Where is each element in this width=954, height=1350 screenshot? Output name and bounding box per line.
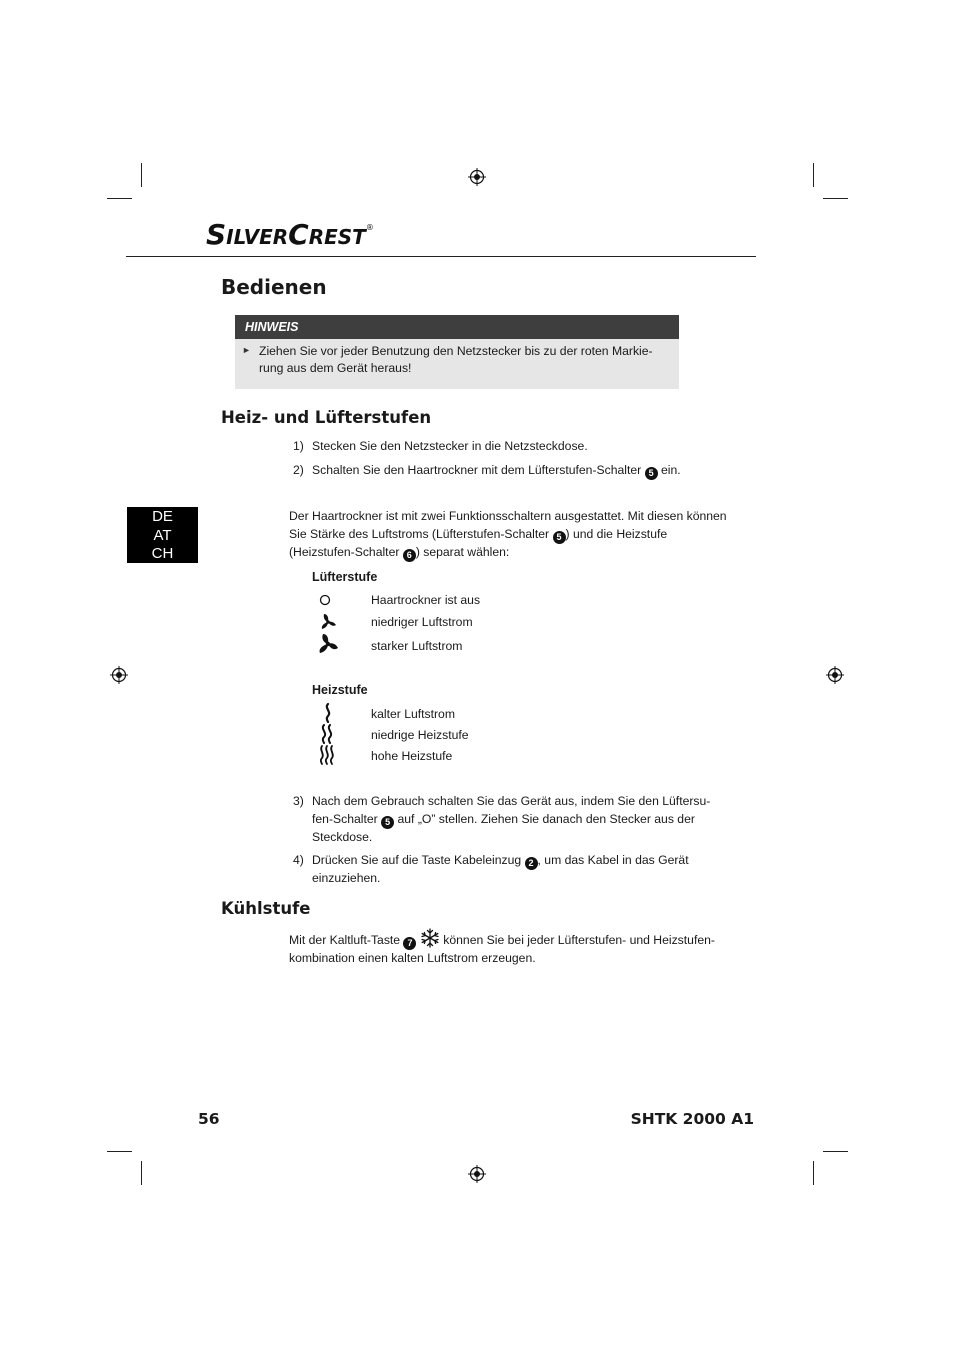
heat-level-label: Heizstufe: [312, 683, 368, 697]
reference-number-badge: 5: [381, 816, 394, 829]
step-number: 4): [293, 853, 304, 867]
crop-mark: [823, 198, 848, 199]
header-rule: [126, 256, 756, 257]
heat-level-text: niedrige Heizstufe: [371, 728, 469, 742]
heat-wave-1-icon: [321, 703, 335, 723]
fan-level-text: niedriger Luftstrom: [371, 615, 473, 629]
step-number: 1): [293, 439, 304, 453]
reference-number-badge: 5: [553, 531, 566, 544]
reference-number-badge: 7: [403, 937, 416, 950]
crop-mark: [141, 1161, 142, 1185]
brand-logo: SILVERCREST®: [206, 218, 374, 251]
heat-level-text: hohe Heizstufe: [371, 749, 453, 763]
fan-level-label: Lüfterstufe: [312, 570, 378, 584]
reference-number-badge: 6: [403, 549, 416, 562]
step-text: Drücken Sie auf die Taste Kabeleinzug 2 , um das Kabel in das Gerät einzuziehen.: [312, 853, 689, 885]
off-circle-icon: [319, 594, 331, 606]
reference-number-badge: 5: [645, 467, 658, 480]
cool-paragraph: Mit der Kaltluft-Taste 7 können Sie bei jeder Lüfterstufen- und Heizstufen-kombination einen kalten Luftstrom erzeugen.: [289, 928, 735, 968]
crop-mark: [107, 1151, 132, 1152]
page-title: Bedienen: [221, 275, 327, 299]
arrow-bullet-icon: ►: [242, 345, 251, 355]
section-title: Heiz- und Lüfterstufen: [221, 408, 432, 427]
step-text: Nach dem Gebrauch schalten Sie das Gerät aus, indem Sie den Lüftersu-fen-Schalter 5 auf „O” stellen. Ziehen Sie danach den Stecker aus der Steckdose.: [312, 794, 711, 844]
reference-number-badge: 2: [525, 857, 538, 870]
crop-mark: [813, 163, 814, 187]
fan-large-icon: [316, 632, 340, 656]
crop-mark: [141, 163, 142, 187]
heat-wave-3-icon: [318, 745, 336, 765]
registration-mark-icon: [826, 666, 844, 684]
step-text: Stecken Sie den Netzstecker in die Netzsteckdose.: [312, 439, 588, 453]
fan-level-text: Haartrockner ist aus: [371, 593, 481, 607]
fan-small-icon: [318, 612, 338, 632]
note-header: [235, 315, 679, 339]
snowflake-icon: [420, 928, 440, 948]
note-text: Ziehen Sie vor jeder Benutzung den Netzstecker bis zu der roten Markie-rung aus dem Gerät heraus!: [259, 344, 653, 375]
note-title: HINWEIS: [245, 320, 299, 334]
crop-mark: [107, 198, 132, 199]
registration-mark-icon: [468, 1165, 486, 1183]
heat-level-text: kalter Luftstrom: [371, 707, 455, 721]
fan-level-text: starker Luftstrom: [371, 639, 463, 653]
note-box: [235, 315, 679, 389]
intro-paragraph: Der Haartrockner ist mit zwei Funktionsschaltern ausgestattet. Mit diesen können Sie Stärke des Luftstroms (Lüfterstufen-Schalter 5 ) und die Heizstufe (Heizstufen-Schalter 6 ) separat wählen:: [289, 509, 727, 560]
language-tab: DE AT CH: [127, 507, 198, 563]
step-number: 2): [293, 463, 304, 477]
registration-mark-icon: [110, 666, 128, 684]
registration-mark-icon: [468, 168, 486, 186]
step-text: Schalten Sie den Haartrockner mit dem Lüfterstufen-Schalter 5 ein.: [312, 463, 681, 478]
crop-mark: [813, 1161, 814, 1185]
step-number: 3): [293, 794, 304, 808]
heat-wave-2-icon: [319, 724, 335, 744]
model-name: SHTK 2000 A1: [630, 1110, 754, 1128]
section-title: Kühlstufe: [221, 899, 311, 918]
page-number: 56: [198, 1110, 220, 1128]
crop-mark: [823, 1151, 848, 1152]
